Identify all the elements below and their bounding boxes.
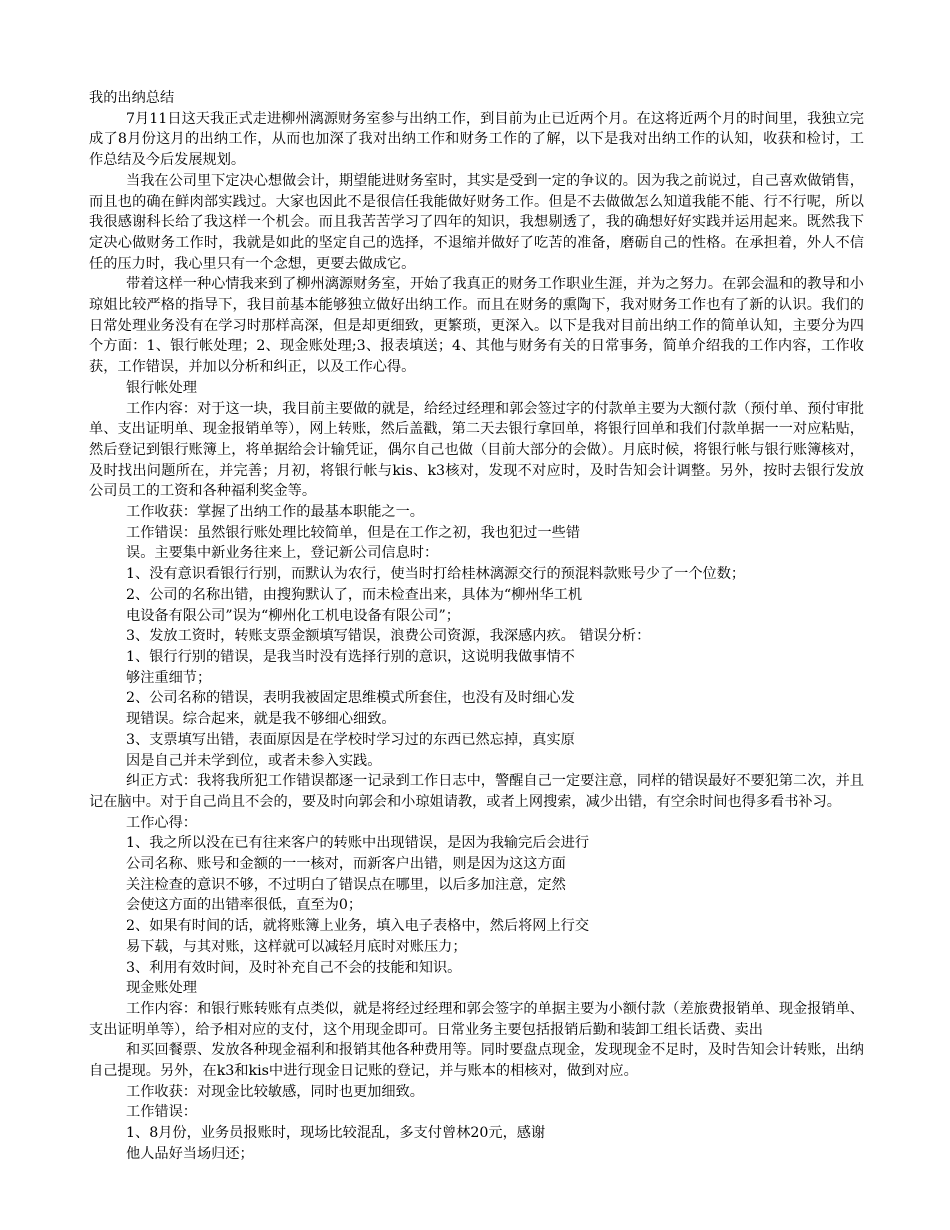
paragraph: 1、没有意识看银行行别，而默认为农行，使当时打给桂林漓源交行的预混料款账号少了一个位数； <box>126 566 746 583</box>
paragraph: 关注检查的意识不够，不过明白了错误点在哪里，以后多加注意，定然 <box>126 876 566 893</box>
paragraph: 误。主要集中新业务往来上，登记新公司信息时： <box>126 545 439 562</box>
paragraph: 带着这样一种心情我来到了柳州漓源财务室，开始了我真正的财务工作职业生涯，并为之努力。在郭会温和的教导和小琼姐比较严格的指导下，我目前基本能够独立做好出纳工作。而且在财务的熏陶下，我对财务工作也有了新的认识。我们的日常处理业务没有在学习时那样高深，但是却更细致，更繁琐，更深入。以下是我对目前出纳工作的简单认知，主要分为四个方面：1、银行帐处理；2、现金账处理;3、报表填送；4、其他与财务有关的日常事务，简单介绍我的工作内容，工作收获，工作错误，并加以分析和纠正，以及工作心得。 <box>89 276 864 376</box>
paragraph: 现金账处理 <box>126 980 197 997</box>
paragraph: 他人品好当场归还； <box>126 1145 254 1162</box>
paragraph: 银行帐处理 <box>126 379 197 396</box>
paragraph: 当我在公司里下定决心想做会计，期望能进财务室时，其实是受到一定的争议的。因为我之前说过，自己喜欢做销售，而且也的确在鲜肉部实践过。大家也因此不是很信任我能做好财务工作。但是不去做做怎么知道我能不能、行不行呢，所以我很感谢科长给了我这样一个机会。而且我苦苦学习了四年的知识，我想剔透了，我的确想好好实践并运用起来。既然我下定决心做财务工作时，我就是如此的坚定自己的选择，不退缩并做好了吃苦的准备，磨砺自己的性格。在承担着，外人不信任的压力时，我心里只有一个念想，更要去做成它。 <box>89 172 864 272</box>
paragraph: 3、利用有效时间，及时补充自己不会的技能和知识。 <box>126 959 462 976</box>
paragraph: 易下载，与其对账，这样就可以减轻月底时对账压力； <box>126 938 467 955</box>
document-body <box>89 88 864 1165</box>
paragraph: 1、我之所以没在已有往来客户的转账中出现错误，是因为我输完后会进行 <box>126 835 590 852</box>
document-title: 我的出纳总结 <box>89 90 175 106</box>
paragraph: 工作收获：掌握了出纳工作的最基本职能之一。 <box>126 504 424 521</box>
paragraph: 电设备有限公司”误为“柳州化工机电设备有限公司”； <box>126 607 460 624</box>
paragraph: 工作内容：对于这一块，我目前主要做的就是，给经过经理和郭会签过字的付款单主要为大额付款（预付单、预付审批单、支出证明单、现金报销单等），网上转账，然后盖戳，第二天去银行拿回单，将银行回单和我们付款单据一一对应粘贴，然后登记到银行账簿上，将单据给会计输凭证，偶尔自己也做（目前大部分的会做）。月底时候，将银行帐与银行账簿核对，及时找出问题所在，并完善；月初，将银行帐与kis、k3核对，发现不对应时，及时告知会计调整。另外，按时去银行发放公司员工的工资和各种福利奖金等。 <box>89 400 864 500</box>
paragraph: 和买回餐票、发放各种现金福利和报销其他各种费用等。同时要盘点现金，发现现金不足时，及时告知会计转账，出纳自己提现。另外，在k3和kis中进行现金日记账的登记，并与账本的相核对，做到对应。 <box>89 1042 864 1080</box>
paragraph: 1、银行行别的错误，是我当时没有选择行别的意识，这说明我做事情不 <box>126 648 575 665</box>
paragraph: 7月11日这天我正式走进柳州漓源财务室参与出纳工作，到目前为止已近两个月。在这将近两个月的时间里，我独立完成了8月份这月的出纳工作，从而也加深了我对出纳工作和财务工作的了解，以下是我对出纳工作的认知，收获和检讨，工作总结及今后发展规划。 <box>89 110 864 169</box>
paragraph: 3、支票填写出错，表面原因是在学校时学习过的东西已然忘掉，真实原 <box>126 731 575 748</box>
paragraph: 1、8月份，业务员报账时，现场比较混乱，多支付曾林20元，感谢 <box>126 1125 546 1142</box>
paragraph: 会使这方面的出错率很低，直至为0； <box>126 897 363 914</box>
paragraph: 3、发放工资时，转账支票金额填写错误，浪费公司资源，我深感内疚。 错误分析： <box>126 628 651 645</box>
paragraph: 工作收获：对现金比较敏感，同时也更加细致。 <box>126 1083 424 1100</box>
paragraph-list <box>89 109 864 1165</box>
paragraph: 工作内容：和银行账转账有点类似，就是将经过经理和郭会签字的单据主要为小额付款（差旅费报销单、现金报销单、支出证明单等），给予相对应的支付，这个用现金即可。日常业务主要包括报销后勤和装卸工组长话费、卖出 <box>89 1000 864 1038</box>
paragraph: 工作错误：虽然银行账处理比较简单，但是在工作之初，我也犯过一些错 <box>126 524 581 541</box>
paragraph: 公司名称、账号和金额的一一核对，而新客户出错，则是因为这这方面 <box>126 856 566 873</box>
paragraph: 因是自己并未学到位，或者未参入实践。 <box>126 752 382 769</box>
paragraph: 工作心得： <box>126 814 197 831</box>
paragraph: 现错误。综合起来，就是我不够细心细致。 <box>126 711 396 728</box>
paragraph: 够注重细节； <box>126 669 212 686</box>
paragraph: 2、如果有时间的话，就将账簿上业务，填入电子表格中，然后将网上行交 <box>126 918 590 935</box>
paragraph: 纠正方式：我将我所犯工作错误都逐一记录到工作日志中，警醒自己一定要注意，同样的错误最好不要犯第二次，并且记在脑中。对于自己尚且不会的，要及时向郭会和小琼姐请教，或者上网搜索，减少出错，有空余时间也得多看书补习。 <box>89 773 864 810</box>
paragraph: 2、公司名称的错误，表明我被固定思维模式所套住，也没有及时细心发 <box>126 690 575 707</box>
paragraph: 工作错误： <box>126 1104 197 1121</box>
paragraph: 2、公司的名称出错，由搜狗默认了，而未检查出来，具体为“柳州华工机 <box>126 586 583 603</box>
